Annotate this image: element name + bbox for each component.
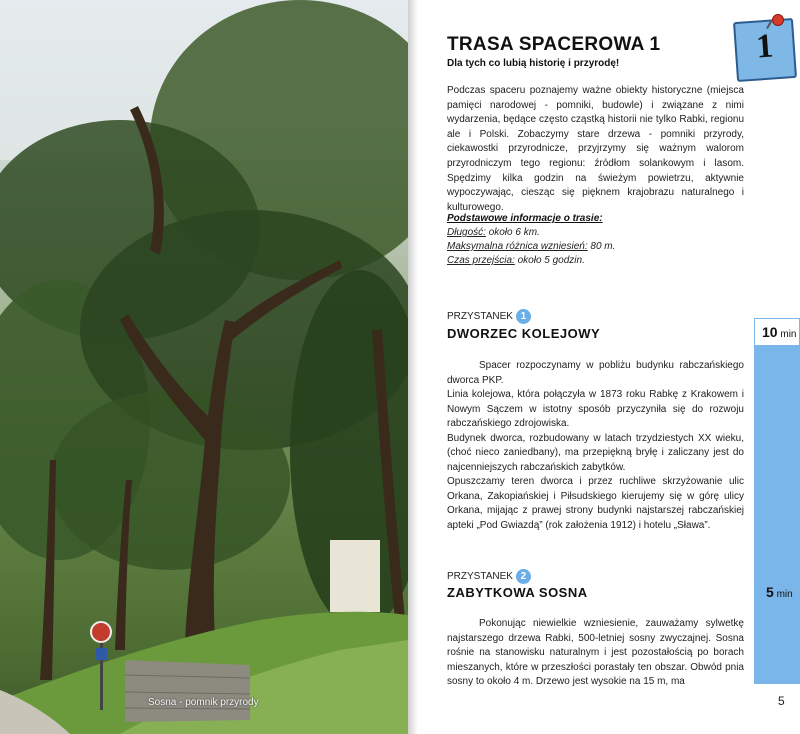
stop-2-label [447, 569, 531, 584]
page-number: 5 [778, 694, 785, 708]
stop-1-title: DWORZEC KOLEJOWY [447, 326, 601, 341]
paragraph: Budynek dworca, rozbudowany w latach trzydziestych XX wieku, (choć nieco zaniedbany), ma przepiękną bryłę i zaliczany jest do najcenniejszych rabczańskich zabytków. [447, 432, 744, 473]
time-label-5 [766, 584, 793, 600]
stop-2-title: ZABYTKOWA SOSNA [447, 585, 588, 600]
stop-label-text: PRZYSTANEK [447, 311, 513, 323]
route-subtitle: Dla tych co lubią historię i przyrodę! [447, 58, 620, 69]
info-value: około 6 km. [488, 227, 540, 238]
paragraph: Spacer rozpoczynamy w pobliżu budynku rabczańskiego dworca PKP. [447, 360, 744, 386]
paragraph: Pokonując niewielkie wzniesienie, zauważamy sylwetkę najstarszego drzewa Rabki, 500-letniej sosny zwyczajnej. Sosna rośnie na stanowisku naturalnym i jest pozostałością po borach mieszanych, które w przeszłości porastały ten obszar. Obwód pnia sosny to około 4 m. Drzewo jest wysokie na 15 m, ma [447, 618, 744, 687]
paragraph: Opuszczamy teren dworca i przez ruchliwe skrzyżowanie ulic Orkana, Zakopiańskiej i Piłsudskiego kierujemy się w górę ulicy Orkana, mijając z prawej strony budynki najstarszej rabczańskiej apteki „Pod Gwiazdą” (rok założenia 1912) i hotelu „Sława”. [447, 476, 744, 531]
route-title: TRASA SPACEROWA 1 [447, 34, 661, 55]
info-key: Maksymalna różnica wzniesień: [447, 241, 588, 252]
time-unit: min [776, 589, 793, 600]
time-value: 10 [762, 324, 778, 340]
stop-1-body [447, 359, 744, 533]
info-value: około 5 godzin. [517, 255, 585, 266]
route-info-length [447, 227, 540, 238]
walking-time-bar [754, 318, 800, 684]
info-key: Długość: [447, 227, 486, 238]
info-value: 80 m. [590, 241, 616, 252]
time-label-10 [762, 324, 796, 340]
page-fold-shadow [408, 0, 418, 734]
paragraph: Linia kolejowa, która połączyła w 1873 roku Rabkę z Krakowem i Nowym Sączem w istotny sposób przyczyniła się do rozwoju rabczańskiego zdrojowiska. [447, 389, 744, 429]
stop-2-body [447, 617, 744, 690]
stop-number-badge: 2 [516, 569, 531, 584]
route-info-elevation [447, 241, 615, 252]
route-info-time [447, 255, 585, 266]
stop-1-label [447, 309, 531, 324]
photo-caption: Sosna - pomnik przyrody [148, 697, 259, 708]
route-number: 1 [754, 27, 775, 66]
intro-paragraph: Podczas spaceru poznajemy ważne obiekty historyczne (miejsca pamięci narodowej - pomniki, budowle) i związane z nimi wydarzenia, będące często cząstką historii nie tylko Rabki, regionu ale i Polski. Zobaczymy stare drzewa - pomniki przyrody, ciekawostki przyrodnicze, przyjrzymy się ważnym walorom przyrodniczym tego regionu: źródłom solankowym i lasom. Spędzimy kilka godzin na świeżym powietrzu, aktywnie wypoczywając, ciesząc się pięknem krajobrazu naturalnego i kulturowego. [447, 85, 744, 213]
time-unit: min [780, 329, 797, 340]
pushpin-icon [772, 14, 784, 26]
info-key: Czas przejścia: [447, 255, 515, 266]
route-info-heading: Podstawowe informacje o trasie: [447, 213, 603, 224]
stop-label-text: PRZYSTANEK [447, 571, 513, 583]
stop-number-badge: 1 [516, 309, 531, 324]
time-value: 5 [766, 584, 774, 600]
